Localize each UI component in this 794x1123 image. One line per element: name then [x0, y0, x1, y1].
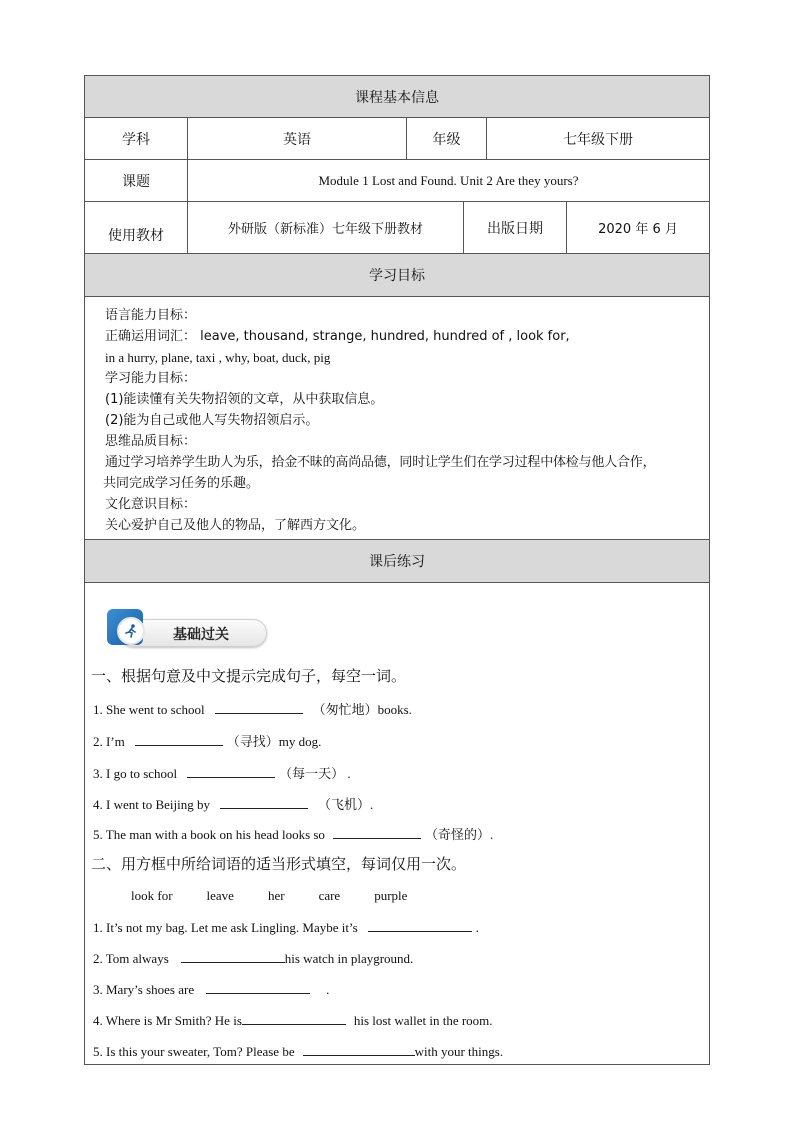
goal-line: 关心爱护自己及他人的物品，了解西方文化。 — [105, 518, 366, 533]
badge-text: 基础过关 — [173, 627, 229, 643]
topic-label: 课题 — [85, 160, 188, 201]
p1-item-4 — [93, 794, 373, 813]
goal-line: 通过学习培养学生助人为乐，拾金不昧的高尚品德，同时让学生们在学习过程中体检与他人合作， — [105, 455, 656, 470]
item-text: （寻找）my dog. — [226, 734, 322, 749]
item-text: （奇怪的）. — [424, 827, 494, 842]
subject-label: 学科 — [85, 118, 188, 159]
goals-header-text: 学习目标 — [369, 268, 425, 284]
item-text: . — [475, 920, 479, 935]
p2-item-5 — [93, 1043, 503, 1060]
item-text: 1. She went to school — [93, 702, 205, 717]
word-item: care — [318, 888, 341, 903]
grade-label: 年级 — [407, 118, 487, 159]
answer-blank[interactable] — [135, 733, 223, 746]
date-value: 2020 年 6 月 — [598, 222, 678, 237]
item-text: with your things. — [414, 1044, 504, 1059]
textbook-value: 外研版（新标准）七年级下册教材 — [188, 202, 464, 253]
word-box — [131, 888, 441, 904]
goal-line: in a hurry, plane, taxi , why, boat, duck, pig — [105, 350, 331, 365]
item-text: his watch in playground. — [284, 951, 414, 966]
goal-line: 学习能力目标： — [105, 371, 197, 386]
answer-blank[interactable] — [368, 919, 472, 932]
goal-line: (2)能为自己或他人写失物招领启示。 — [105, 413, 319, 428]
header-goals — [85, 254, 709, 297]
p1-item-1 — [93, 699, 412, 718]
item-text: 2. Tom always — [93, 951, 169, 966]
p1-item-2 — [93, 731, 321, 750]
item-text: 4. Where is Mr Smith? He is — [93, 1013, 242, 1028]
row-subject — [85, 118, 709, 160]
answer-blank[interactable] — [303, 1043, 415, 1056]
item-text: 2. I’m — [93, 734, 125, 749]
exercise-area — [85, 583, 709, 1065]
p2-item-3 — [93, 981, 329, 998]
subject-value: 英语 — [188, 118, 407, 159]
answer-blank[interactable] — [215, 701, 303, 714]
header-basic-info — [85, 76, 709, 118]
goal-line: 正确运用词汇： leave, thousand, strange, hundred, hundred of , look for, — [105, 329, 570, 344]
goal-line: 文化意识目标： — [105, 497, 197, 512]
practice-header-text: 课后练习 — [369, 554, 425, 570]
item-text: （每一天） . — [279, 766, 351, 781]
goal-line: 思维品质目标： — [105, 434, 197, 449]
p2-item-1 — [93, 919, 479, 936]
answer-blank[interactable] — [242, 1012, 346, 1025]
goal-line: 共同完成学习任务的乐趣。 — [103, 476, 260, 491]
row-textbook — [85, 202, 709, 254]
answer-blank[interactable] — [181, 950, 285, 963]
item-text: . — [326, 982, 330, 997]
item-text: 5. Is this your sweater, Tom? Please be — [93, 1044, 295, 1059]
header-practice — [85, 540, 709, 583]
answer-blank[interactable] — [187, 765, 275, 778]
section-badge — [107, 609, 267, 649]
part2-title: 二、用方框中所给词语的适当形式填空，每词仅用一次。 — [91, 855, 467, 873]
goal-line: 语言能力目标： — [105, 308, 197, 323]
goals-content — [85, 297, 709, 540]
word-item: purple — [374, 888, 408, 903]
p1-item-5 — [93, 824, 493, 843]
item-text: 5. The man with a book on his head looks so — [93, 827, 325, 842]
p2-item-4 — [93, 1012, 493, 1029]
word-item: look for — [131, 888, 173, 903]
item-text: 3. I go to school — [93, 766, 178, 781]
runner-icon — [117, 617, 145, 645]
date-label: 出版日期 — [464, 202, 567, 253]
item-text: 3. Mary’s shoes are — [93, 982, 195, 997]
word-item: leave — [206, 888, 234, 903]
answer-blank[interactable] — [333, 826, 421, 839]
header-text: 课程基本信息 — [355, 89, 439, 106]
item-text: 1. It’s not my bag. Let me ask Lingling. Maybe it’s — [93, 920, 358, 935]
p1-item-3 — [93, 763, 351, 782]
textbook-label: 使用教材 — [85, 202, 188, 253]
answer-blank[interactable] — [206, 981, 310, 994]
answer-blank[interactable] — [220, 796, 308, 809]
grade-value: 七年级下册 — [563, 131, 633, 148]
topic-value: Module 1 Lost and Found. Unit 2 Are they yours? — [318, 172, 579, 188]
item-text: （匆忙地）books. — [312, 702, 412, 717]
word-item: her — [267, 888, 285, 903]
p2-item-2 — [93, 950, 413, 967]
part1-title: 一、根据句意及中文提示完成句子，每空一词。 — [91, 667, 407, 685]
row-topic — [85, 160, 709, 202]
course-sheet — [84, 75, 710, 1065]
goal-line: (1)能读懂有关失物招领的文章，从中获取信息。 — [105, 392, 384, 407]
item-text: 4. I went to Beijing by — [93, 797, 210, 812]
item-text: his lost wallet in the room. — [353, 1013, 493, 1028]
item-text: （飞机）. — [318, 797, 374, 812]
